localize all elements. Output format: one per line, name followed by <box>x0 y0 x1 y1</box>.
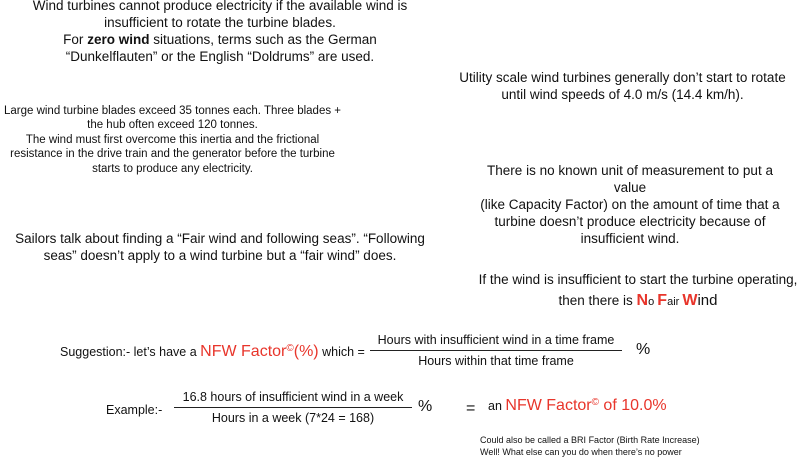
text-line: Wind turbines cannot produce electricity if the available wind is <box>32 0 408 13</box>
text-line: turbine doesn’t produce electricity because of <box>494 213 766 229</box>
text-line: Utility scale wind turbines generally don’t start to rotate <box>459 70 786 85</box>
text-line: Large wind turbine blades exceed 35 tonnes each. Three blades + <box>3 105 342 117</box>
fraction-numerator: 16.8 hours of insufficient wind in a week <box>182 390 404 404</box>
fair-wind-paragraph <box>10 231 430 265</box>
text-line: (like Capacity Factor) on the amount of time that a <box>480 196 780 212</box>
footnote-line: Could also be called a BRI Factor (Birth Rate Increase) <box>480 435 700 445</box>
text-line: the hub often exceed 120 tonnes. <box>87 119 258 132</box>
suggestion-percent: % <box>636 341 651 358</box>
footnote-line: Well! What else can you do when there’s no power <box>480 446 682 457</box>
equals-sign: = <box>466 400 476 417</box>
text-line: The wind must first overcome this inertia and the frictional <box>25 133 320 146</box>
text-line: then there is No Fair Wind <box>558 291 718 309</box>
fraction-numerator: Hours with insufficient wind in a time frame <box>377 333 615 347</box>
fraction-bar <box>370 350 622 351</box>
no-unit-paragraph <box>470 163 790 247</box>
n-letter: N <box>636 291 649 309</box>
text-line: For zero wind situations, terms such as the German <box>63 31 377 47</box>
footnote <box>480 435 700 458</box>
text-line: If the wind is insufficient to start the turbine operating, <box>478 272 798 287</box>
text-line: insufficient wind. <box>580 230 680 246</box>
f-letter: F <box>657 291 668 309</box>
example-result: an NFW Factor© of 10.0% <box>488 396 667 414</box>
blade-weight-paragraph <box>0 104 345 176</box>
fraction-denominator: Hours in a week (7*24 = 168) <box>211 411 375 425</box>
no-fair-wind-paragraph <box>478 272 798 311</box>
text-line: seas” doesn’t apply to a wind turbine but a “fair wind” does. <box>43 247 397 263</box>
w-letter: W <box>682 291 698 309</box>
text-line: resistance in the drive train and the generator before the turbine <box>10 148 335 161</box>
text-line: Sailors talk about finding a “Fair wind and following seas”. “Following <box>15 231 425 246</box>
example-label: Example:- <box>106 403 163 417</box>
suggestion-label: Suggestion:- let’s have a NFW Factor©(%) which = <box>60 342 365 360</box>
example-fraction <box>174 390 412 425</box>
zero-wind-bold: zero wind <box>87 31 150 47</box>
text-line: until wind speeds of 4.0 m/s (14.4 km/h). <box>501 86 744 102</box>
nfw-factor-term: NFW Factor <box>200 343 287 360</box>
result-value: of 10.0% <box>598 397 667 414</box>
fraction-bar <box>174 407 412 408</box>
text-line: “Dunkelflauten” or the English “Doldrums” are used. <box>65 48 375 64</box>
suggestion-fraction <box>370 333 622 368</box>
example-percent: % <box>418 398 433 415</box>
start-speed-paragraph <box>450 70 795 104</box>
text-line: There is no known unit of measurement to put a value <box>487 163 773 195</box>
nfw-factor-term: NFW Factor <box>505 397 592 414</box>
fraction-denominator: Hours within that time frame <box>418 354 574 368</box>
zero-wind-paragraph <box>10 0 430 66</box>
text-line: starts to produce any electricity. <box>92 162 253 175</box>
text-line: insufficient to rotate the turbine blades. <box>104 14 336 30</box>
